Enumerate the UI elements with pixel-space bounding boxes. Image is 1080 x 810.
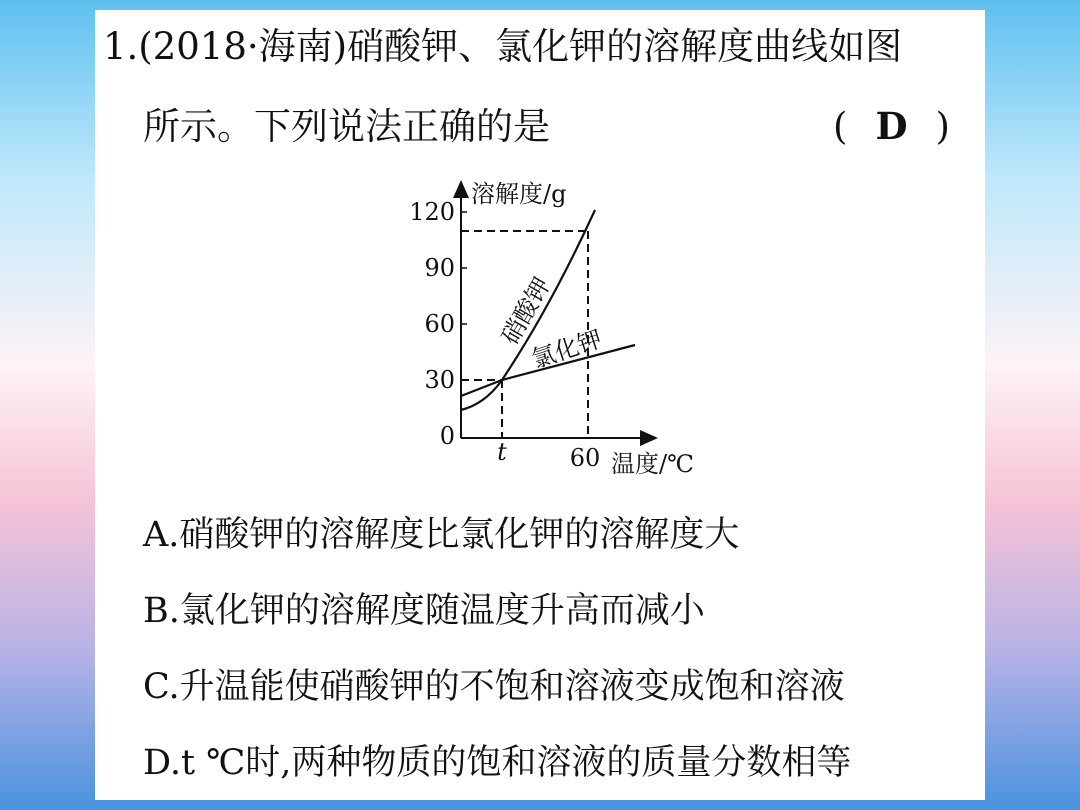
y-tick-90: 90: [424, 254, 455, 282]
y-tick-30: 30: [424, 366, 455, 394]
y-tick-120: 120: [409, 198, 455, 226]
solubility-graph: [395, 168, 715, 486]
option-d: D.t ℃时,两种物质的饱和溶液的质量分数相等: [143, 743, 852, 783]
y-tick-0: 0: [439, 422, 455, 450]
x-tick-t: t: [497, 438, 507, 466]
option-c: C.升温能使硝酸钾的不饱和溶液变成饱和溶液: [143, 667, 845, 707]
y-axis-label: 溶解度/g: [471, 180, 567, 208]
kno3-curve-label: 硝酸钾: [495, 272, 557, 349]
option-a: A.硝酸钾的溶解度比氯化钾的溶解度大: [143, 515, 740, 555]
y-tick-60: 60: [424, 310, 455, 338]
answer-letter: D: [875, 104, 908, 148]
answer-bracket: [833, 104, 950, 148]
question-stem-line2: 所示。下列说法正确的是: [143, 105, 550, 148]
question-stem-line1: 1.(2018·海南)硝酸钾、氯化钾的溶解度曲线如图: [103, 25, 903, 68]
x-axis-label: 温度/℃: [611, 450, 694, 478]
answer-open-paren: (: [833, 105, 848, 148]
answer-close-paren: ): [935, 105, 950, 148]
kcl-curve-label: 氯化钾: [528, 324, 606, 374]
question-card: [95, 10, 985, 800]
option-b: B.氯化钾的溶解度随温度升高而减小: [143, 591, 705, 631]
x-tick-60: 60: [569, 444, 601, 472]
